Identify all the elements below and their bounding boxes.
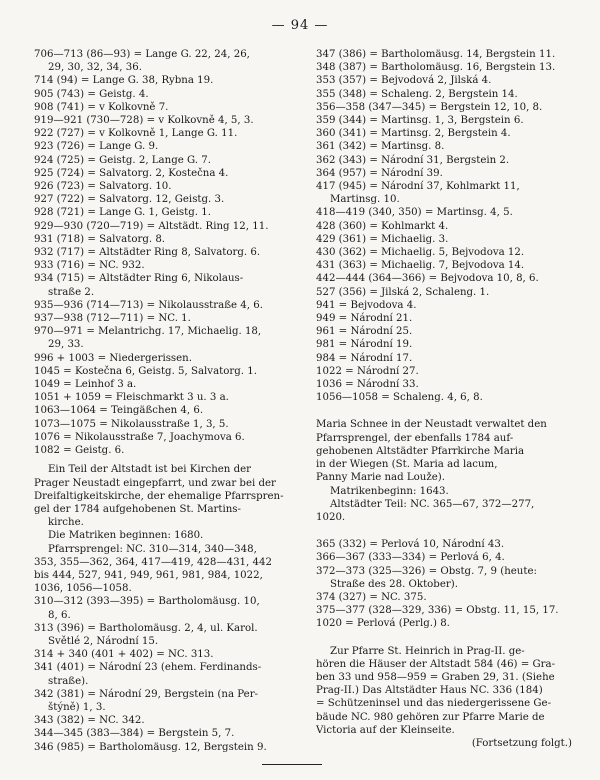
paragraph-line: bis 444, 527, 941, 949, 961, 981, 984, 1022, (34, 569, 263, 581)
entry-line: 984 = Národní 17. (316, 352, 413, 364)
entry-line: straße). (48, 675, 89, 687)
entry-line: 29, 30, 32, 34, 36. (48, 62, 142, 74)
entry-line: 924 (725) = Geistg. 2, Lange G. 7. (34, 154, 211, 166)
entry-line: 313 (396) = Bartholomäusg. 2, 4, ul. Karol. (34, 622, 258, 634)
paragraph-line: kirche. (48, 517, 84, 529)
entry-line: 366—367 (333—334) = Perlová 6, 4. (316, 552, 505, 564)
paragraph-line: Pfarrsprengel, der ebenfalls 1784 auf- (316, 432, 514, 444)
entry-line: 961 = Národní 25. (316, 326, 413, 338)
entry-line: 341 (401) = Národní 23 (ehem. Ferdinands- (34, 662, 262, 674)
entry-line: 314 + 340 (401 + 402) = NC. 313. (34, 649, 214, 661)
entry-line: 430 (362) = Michaelig. 5, Bejvodova 12. (316, 247, 525, 259)
entry-line: 365 (332) = Perlová 10, Národní 43. (316, 539, 505, 551)
paragraph-line: ben 33 und 958—959 = Graben 29, 31. (Siehe (316, 671, 555, 683)
entry-line: 344—345 (383—384) = Bergstein 5, 7. (34, 728, 235, 740)
entry-line: 359 (344) = Martinsg. 1, 3, Bergstein 6. (316, 115, 524, 127)
entry-line: štýně) 1, 3. (48, 701, 106, 713)
entry-line: 932 (717) = Altstädter Ring 8, Salvatorg. 6. (34, 247, 261, 259)
entry-line: 1020 = Perlová (Perlg.) 8. (316, 618, 450, 630)
entry-line: Světlé 2, Národní 15. (48, 635, 159, 647)
entry-line: 935—936 (714—713) = Nikolausstraße 4, 6. (34, 299, 263, 311)
page-number: — 94 — (271, 18, 329, 33)
entry-line: 364 (957) = Národní 39. (316, 167, 443, 179)
entry-line: 346 (985) = Bartholomäusg. 12, Bergstein 9. (34, 741, 267, 753)
entry-line: 937—938 (712—711) = NC. 1. (34, 313, 191, 325)
entry-line: 905 (743) = Geistg. 4. (34, 88, 149, 100)
entry-line: 996 + 1003 = Niedergerissen. (34, 352, 192, 364)
entry-line: 353 (357) = Bejvodová 2, Jilská 4. (316, 75, 492, 87)
entry-line: 8, 6. (48, 609, 71, 621)
entry-line: Straße des 28. Oktober). (330, 578, 458, 590)
entry-line: 941 = Bejvodova 4. (316, 299, 417, 311)
paragraph-line: Prager Neustadt eingepfarrt, und zwar bei der (34, 477, 276, 489)
paragraph-line: Victoria auf der Kleinseite. (316, 724, 455, 736)
entry-line: 418—419 (340, 350) = Martinsg. 4, 5. (316, 207, 513, 219)
paragraph-line: Prag-II.) Das Altstädter Haus NC. 336 (184) (316, 685, 543, 697)
entry-line: 927 (722) = Salvatorg. 12, Geistg. 3. (34, 194, 225, 206)
paragraph-line: Pfarrsprengel: NC. 310—314, 340—348, (48, 543, 257, 555)
paragraph-line: Zur Pfarre St. Heinrich in Prag-II. ge- (330, 645, 525, 657)
entry-line: 922 (727) = v Kolkovně 1, Lange G. 11. (34, 128, 238, 140)
left-entries-1 (34, 48, 296, 457)
entry-line: 442—444 (364—366) = Bejvodova 10, 8, 6. (316, 273, 539, 285)
entry-line: 1036 = Národní 33. (316, 379, 419, 391)
footer-rule (262, 764, 322, 765)
entry-line: 1082 = Geistg. 6. (34, 445, 125, 457)
left-paragraph-1 (34, 463, 296, 529)
entry-line: 1073—1075 = Nikolausstraße 1, 3, 5. (34, 418, 229, 430)
paragraph-line: Panny Marie nad Louže). (316, 472, 445, 484)
paragraph-line: gehobenen Altstädter Pfarrkirche Maria (316, 445, 525, 457)
paragraph-line: Ein Teil der Altstadt ist bei Kirchen der (48, 464, 252, 476)
entry-line: 310—312 (393—395) = Bartholomäusg. 10, (34, 596, 260, 608)
entry-line: 1022 = Národní 27. (316, 365, 419, 377)
entry-line: 919—921 (730—728) = v Kolkovně 4, 5, 3. (34, 115, 254, 127)
entry-line: 929—930 (720—719) = Altstädt. Ring 12, 11. (34, 220, 269, 232)
entry-line: 372—373 (325—326) = Obstg. 7, 9 (heute: (316, 565, 537, 577)
right-paragraph-1 (316, 418, 572, 524)
entry-line: 923 (726) = Lange G. 9. (34, 141, 159, 153)
paragraph-line: in der Wiegen (St. Maria ad lacum, (316, 459, 498, 471)
entry-line: 360 (341) = Martinsg. 2, Bergstein 4. (316, 128, 511, 140)
entry-line: straße 2. (48, 286, 95, 298)
entry-line: 431 (363) = Michaelig. 7, Bejvodova 14. (316, 260, 525, 272)
paragraph-line: 1036, 1056—1058. (34, 583, 132, 595)
paragraph-line: 353, 355—362, 364, 417—419, 428—431, 442 (34, 556, 272, 568)
entry-line: 342 (381) = Národní 29, Bergstein (na Per- (34, 688, 259, 700)
entry-line: 949 = Národní 21. (316, 313, 413, 325)
paragraph-line: gel der 1784 aufgehobenen St. Martins- (34, 503, 241, 515)
paragraph-line: Die Matriken beginnen: 1680. (48, 530, 204, 542)
paragraph-line: Maria Schnee in der Neustadt verwaltet den (316, 419, 547, 431)
paragraph-line: 1020. (316, 511, 346, 523)
entry-line: 374 (327) = NC. 375. (316, 591, 427, 603)
entry-line: 343 (382) = NC. 342. (34, 715, 145, 727)
paragraph-line: Matrikenbeginn: 1643. (330, 485, 449, 497)
left-paragraph-2 (34, 529, 296, 595)
paragraph-line: Altstädter Teil: NC. 365—67, 372—277, (330, 498, 535, 510)
entry-line: 1063—1064 = Teingäßchen 4, 6. (34, 405, 204, 417)
entry-line: 527 (356) = Jilská 2, Schaleng. 1. (316, 286, 490, 298)
entry-line: Martinsg. 10. (330, 194, 400, 206)
entry-line: 706—713 (86—93) = Lange G. 22, 24, 26, (34, 49, 250, 60)
entry-line: 348 (387) = Bartholomäusg. 16, Bergstein 13. (316, 62, 556, 74)
left-column (34, 48, 296, 754)
paragraph-line: = Schützeninsel und das niedergerissene Ge- (316, 698, 552, 710)
entry-line: 908 (741) = v Kolkovně 7. (34, 101, 169, 113)
entry-line: 29, 33. (48, 339, 84, 351)
entry-line: 931 (718) = Salvatorg. 8. (34, 233, 166, 245)
entry-line: 375—377 (328—329, 336) = Obstg. 11, 15, 17. (316, 605, 559, 617)
entry-line: 417 (945) = Národní 37, Kohlmarkt 11, (316, 181, 520, 193)
entry-line: 933 (716) = NC. 932. (34, 260, 145, 272)
entry-line: 1076 = Nikolausstraße 7, Joachymova 6. (34, 431, 245, 443)
entry-line: 928 (721) = Lange G. 1, Geistg. 1. (34, 207, 211, 219)
entry-line: 1051 + 1059 = Fleischmarkt 3 u. 3 a. (34, 392, 229, 404)
entry-line: 361 (342) = Martinsg. 8. (316, 141, 445, 153)
right-paragraph-2 (316, 645, 572, 737)
continuation-note: (Fortsetzung folgt.) (471, 737, 572, 749)
paragraph-line: Dreifaltigkeitskirche, der ehemalige Pfarrspren- (34, 490, 284, 502)
right-column (316, 48, 572, 750)
entry-line: 714 (94) = Lange G. 38, Rybna 19. (34, 75, 214, 87)
entry-line: 926 (723) = Salvatorg. 10. (34, 181, 172, 193)
entry-line: 1049 = Leinhof 3 a. (34, 379, 137, 391)
entry-line: 347 (386) = Bartholomäusg. 14, Bergstein 11. (316, 49, 556, 60)
paragraph-line: bäude NC. 980 gehören zur Pfarre Marie de (316, 711, 545, 723)
entry-line: 934 (715) = Altstädter Ring 6, Nikolaus- (34, 273, 244, 285)
entry-line: 981 = Národní 19. (316, 339, 413, 351)
entry-line: 356—358 (347—345) = Bergstein 12, 10, 8. (316, 101, 543, 113)
entry-line: 355 (348) = Schaleng. 2, Bergstein 14. (316, 88, 518, 100)
entry-line: 1045 = Kostečna 6, Geistg. 5, Salvatorg. 1. (34, 365, 257, 377)
right-entries-1 (316, 48, 572, 404)
entry-line: 925 (724) = Salvatorg. 2, Kostečna 4. (34, 167, 229, 179)
right-entries-2 (316, 538, 572, 630)
entry-line: 429 (361) = Michaelig. 3. (316, 233, 449, 245)
entry-line: 428 (360) = Kohlmarkt 4. (316, 220, 449, 232)
entry-line: 970—971 = Melantrichg. 17, Michaelig. 18, (34, 326, 262, 338)
entry-line: 362 (343) = Národní 31, Bergstein 2. (316, 154, 510, 166)
paragraph-line: hören die Häuser der Altstadt 584 (46) = Gra- (316, 658, 556, 670)
left-entries-2 (34, 595, 296, 753)
entry-line: 1056—1058 = Schaleng. 4, 6, 8. (316, 392, 483, 404)
